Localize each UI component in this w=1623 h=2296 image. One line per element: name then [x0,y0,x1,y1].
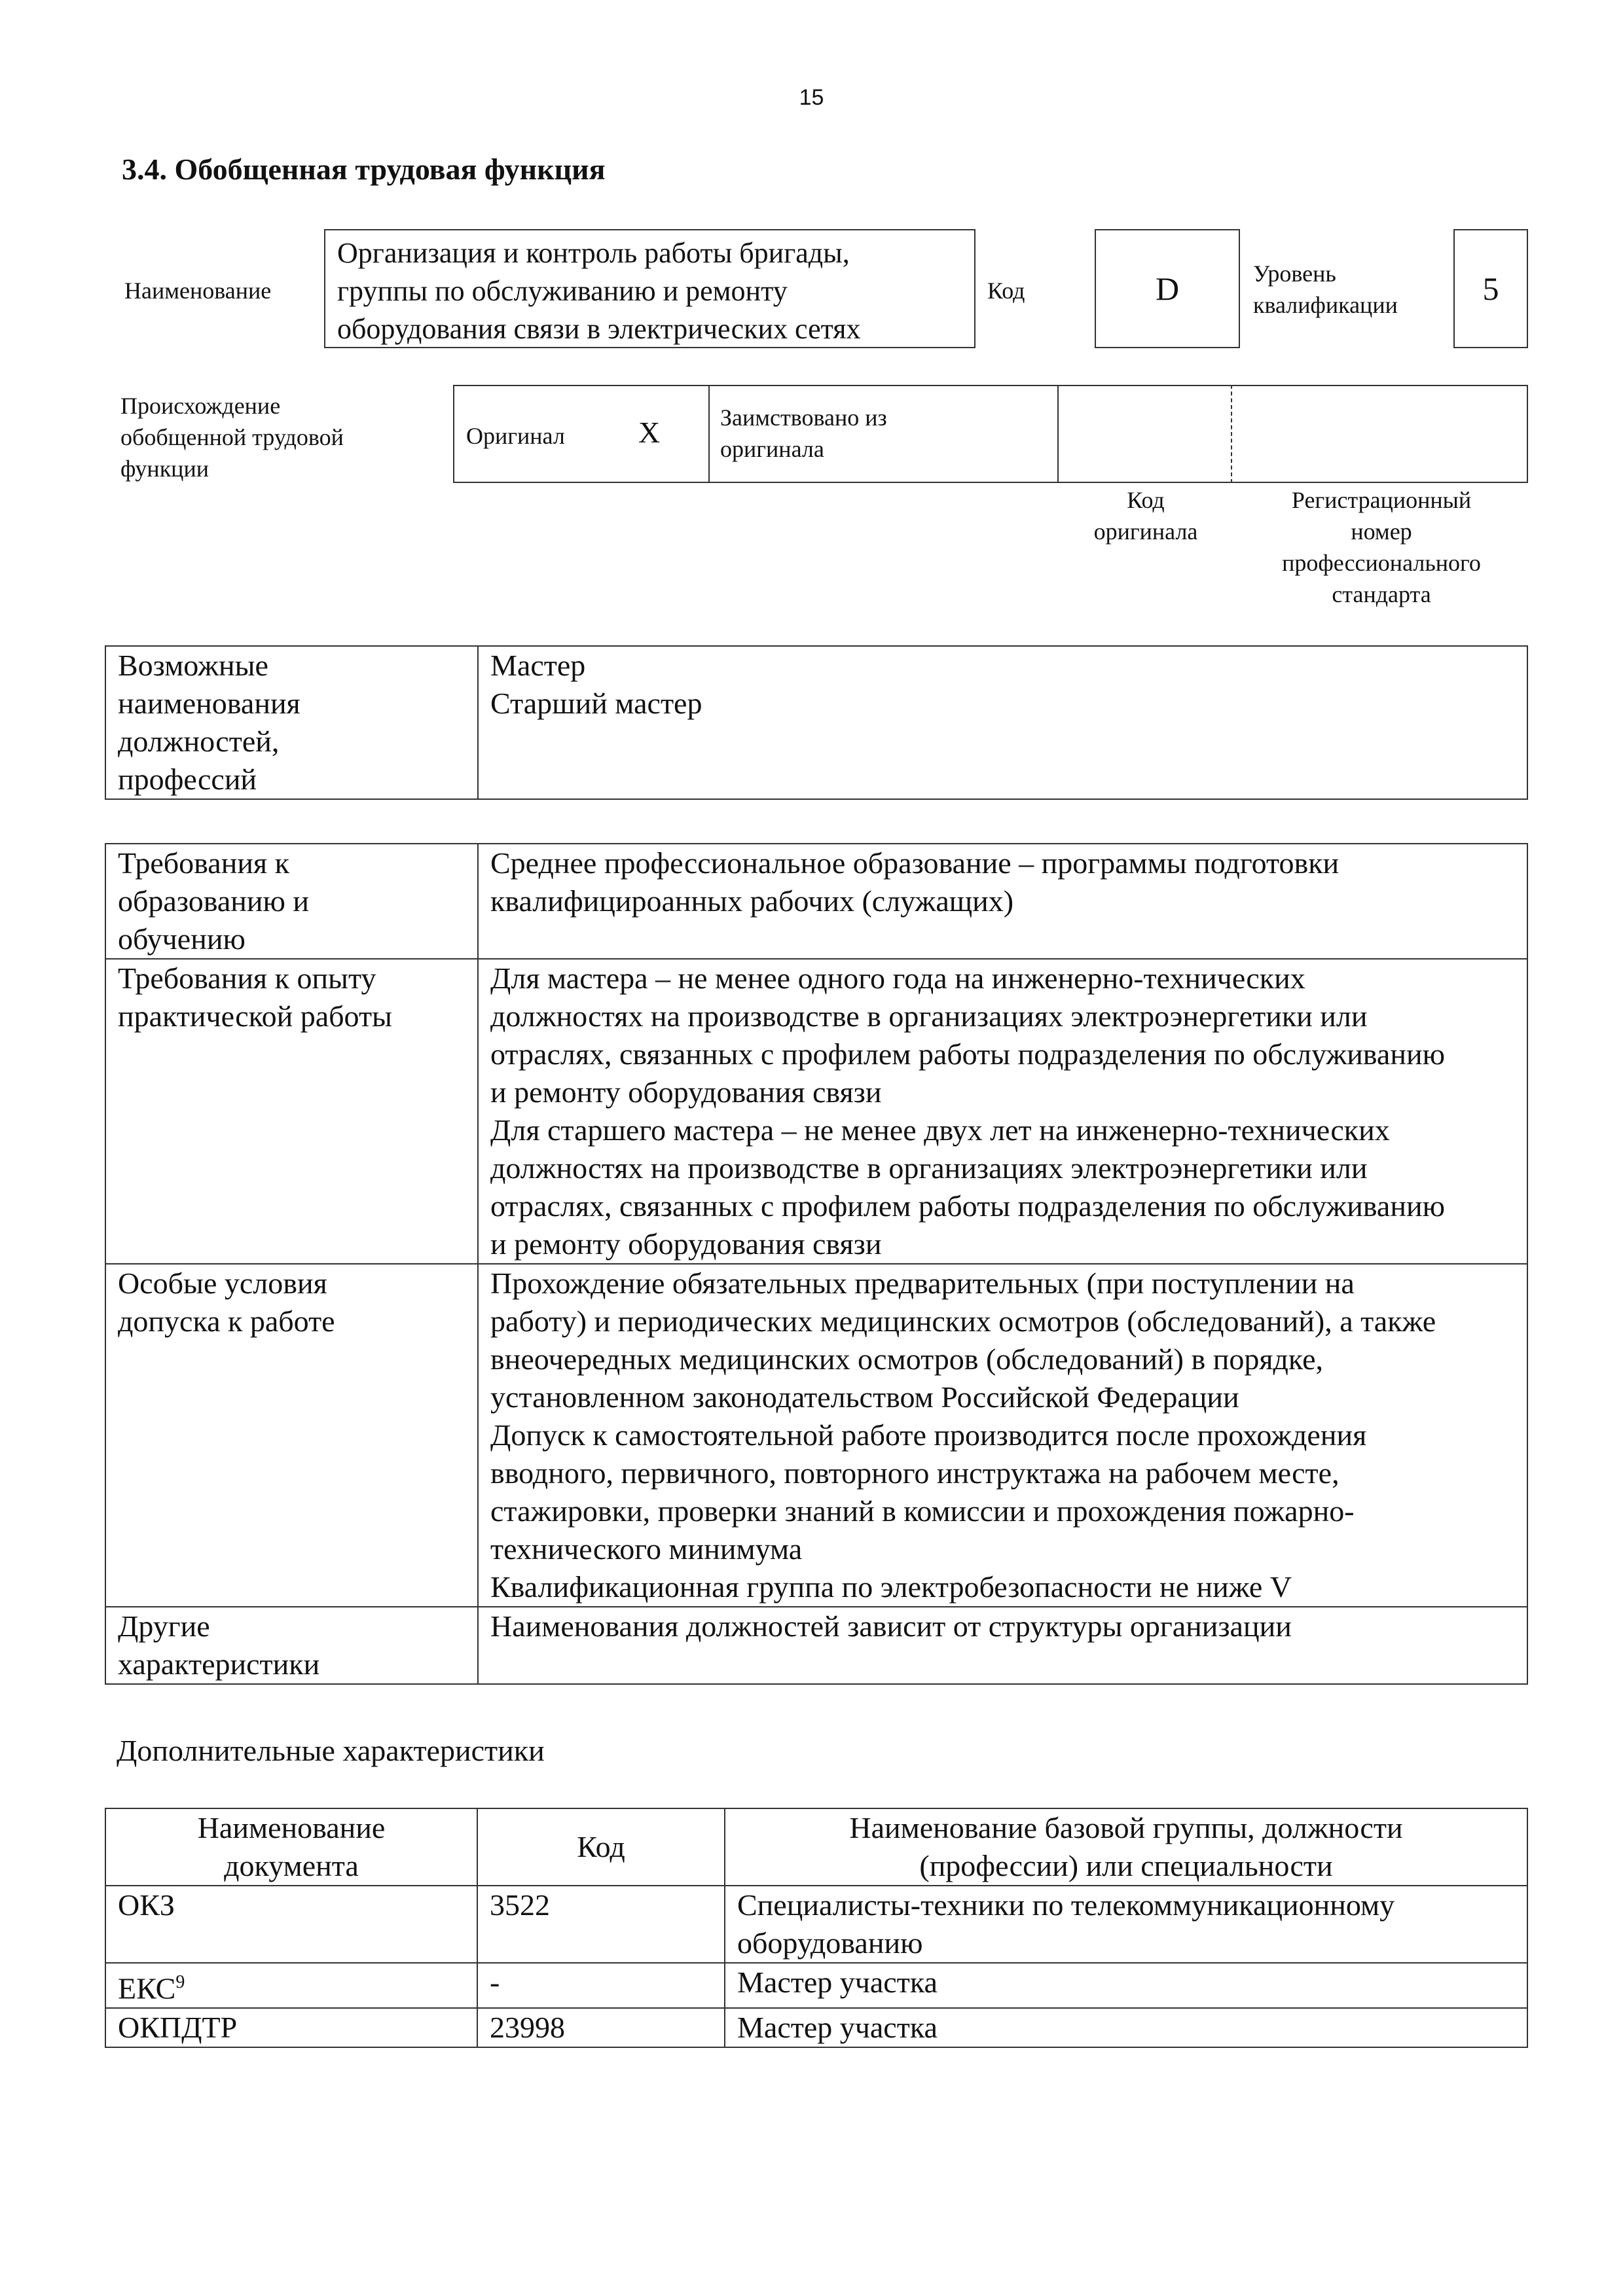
requirement-value-cell [478,1264,1527,1607]
table-row [105,1607,1527,1684]
origin-label-line: Происхождение [120,393,281,419]
positions-label-line: профессий [118,762,257,796]
requirement-value-line: Для мастера – не менее одного года на инженерно-технических [490,961,1305,995]
additional-table [105,1808,1528,2048]
header-group-line: (профессии) или специальности [919,1849,1333,1882]
requirement-value-cell [478,959,1527,1264]
requirement-label-cell [105,1607,478,1684]
requirement-label-line: Требования к [118,846,289,880]
requirement-value-line: Наименования должностей зависит от структуры организации [490,1609,1292,1643]
footnote-marker: 9 [175,1972,185,1992]
code-original-caption [1061,484,1231,547]
requirement-value-line: Прохождение обязательных предварительных (при поступлении на [490,1266,1355,1300]
table-row [105,2008,1527,2047]
requirement-value-cell [478,1607,1527,1684]
reg-number-line: стандарта [1332,581,1431,607]
requirement-value-line: должностях на производстве в организациях электроэнергетики или [490,999,1368,1033]
function-name-line: Организация и контроль работы бригады, [337,237,850,269]
level-value: 5 [1453,229,1528,348]
origin-label-line: функции [120,456,209,482]
requirement-value-line: Среднее профессиональное образование – программы подготовки [490,846,1340,880]
requirement-value-line: и ремонту оборудования связи [490,1227,882,1261]
requirement-label-line: Особые условия [118,1266,327,1300]
level-label-line: Уровень [1253,260,1336,287]
origin-label [120,390,344,484]
reg-number-line: Регистрационный [1291,487,1472,513]
level-label-line: квалификации [1253,292,1398,318]
header-cell-document [105,1808,477,1886]
requirement-value-line: должностях на производстве в организациях электроэнергетики или [490,1151,1368,1185]
requirement-value-line: внеочередных медицинских осмотров (обследований) в порядке, [490,1342,1324,1376]
requirement-label-line: обучению [118,922,246,956]
requirement-label-cell [105,1264,478,1607]
requirement-value-cell [478,844,1527,959]
function-name-line: группы по обслуживанию и ремонту [337,275,788,307]
requirement-value-line: технического минимума [490,1532,803,1566]
level-label [1253,258,1398,321]
position-item: Старший мастер [490,687,702,720]
group-line: Специалисты-техники по телекоммуникационному [737,1888,1395,1922]
requirement-label-line: практической работы [118,999,392,1033]
origin-divider [1231,385,1232,483]
positions-label-line: наименования [118,687,301,720]
requirement-value-line: квалифицироанных рабочих (служащих) [490,884,1014,918]
origin-divider [1057,385,1059,483]
table-row [105,1886,1527,1963]
code-original-line: Код [1127,487,1165,513]
group-cell [725,1886,1527,1963]
requirement-value-line: Для старшего мастера – не менее двух лет на инженерно-технических [490,1113,1390,1147]
requirement-value-line: установленном законодательством Российской Федерации [490,1380,1239,1414]
requirement-label-cell [105,959,478,1264]
table-row [105,1264,1527,1607]
code-value: D [1095,229,1240,348]
requirement-label-line: Требования к опыту [118,961,376,995]
requirement-value-line: Квалификационная группа по электробезопасности не ниже V [490,1570,1292,1604]
header-group-line: Наименование базовой группы, должности [849,1811,1403,1844]
positions-value-cell [478,646,1527,799]
requirement-label-cell [105,844,478,959]
group-cell [725,2008,1527,2047]
requirement-value-line: работу) и периодических медицинских осмотров (обследований), а также [490,1304,1436,1338]
requirement-value-line: стажировки, проверки знаний в комиссии и прохождения пожарно- [490,1494,1355,1528]
requirement-value-line: Допуск к самостоятельной работе производится после прохождения [490,1418,1367,1452]
original-label: Оригинал [466,423,565,449]
group-line: Мастер участка [737,2011,938,2045]
function-name-box [324,229,976,348]
doc-cell [105,1886,477,1963]
group-cell [725,1963,1527,2008]
requirement-label-line: Другие [118,1609,210,1643]
table-row [105,1808,1527,1886]
doc-name: ОКПДТР [118,2011,238,2045]
positions-label-cell [105,646,478,799]
table-row [105,646,1527,799]
requirement-value-line: и ремонту оборудования связи [490,1075,882,1109]
table-row [105,959,1527,1264]
reg-number-line: профессионального [1282,550,1481,576]
borrowed-label-line: оригинала [720,436,824,462]
name-label: Наименование [124,278,272,304]
requirement-value-line: отраслях, связанных с профилем работы подразделения по обслуживанию [490,1037,1445,1071]
origin-box [453,385,1528,483]
origin-label-line: обобщенной трудовой [120,424,344,450]
position-item: Мастер [490,649,586,682]
additional-title: Дополнительные характеристики [117,1734,545,1767]
doc-cell [105,2008,477,2047]
requirement-value-line: вводного, первичного, повторного инструктажа на рабочем месте, [490,1456,1340,1490]
header-doc-line: документа [224,1849,359,1882]
table-row [105,844,1527,959]
positions-table [105,645,1528,800]
original-mark: X [638,416,661,449]
requirement-value-line: отраслях, связанных с профилем работы подразделения по обслуживанию [490,1189,1445,1223]
reg-number-caption [1235,484,1528,610]
group-line: Мастер участка [737,1965,938,1999]
origin-divider [708,385,710,483]
group-line: оборудованию [737,1926,923,1960]
reg-number-line: номер [1351,518,1412,545]
borrowed-label-line: Заимствовано из [720,404,887,431]
positions-label-line: Возможные [118,649,268,682]
header-doc-line: Наименование [197,1811,386,1844]
borrowed-label [720,402,887,465]
code-cell: 23998 [477,2008,725,2047]
code-cell: - [477,1963,725,2008]
header-cell-group [725,1808,1527,1886]
table-row [105,1963,1527,2008]
requirements-table [105,843,1528,1685]
doc-name: ЕКС [118,1971,176,2005]
requirement-label-line: допуска к работе [118,1304,335,1338]
code-cell: 3522 [477,1886,725,1963]
requirement-label-line: характеристики [118,1647,320,1681]
positions-label-line: должностей, [118,725,280,758]
doc-name: ОКЗ [118,1888,175,1922]
page-number: 15 [799,85,824,110]
header-cell-code: Код [477,1808,725,1886]
doc-cell [105,1963,477,2008]
code-label: Код [987,278,1025,304]
requirement-label-line: образованию и [118,884,309,918]
section-title: 3.4. Обобщенная трудовая функция [122,152,606,186]
function-name-line: оборудования связи в электрических сетях [337,313,861,345]
code-original-line: оригинала [1093,518,1198,545]
